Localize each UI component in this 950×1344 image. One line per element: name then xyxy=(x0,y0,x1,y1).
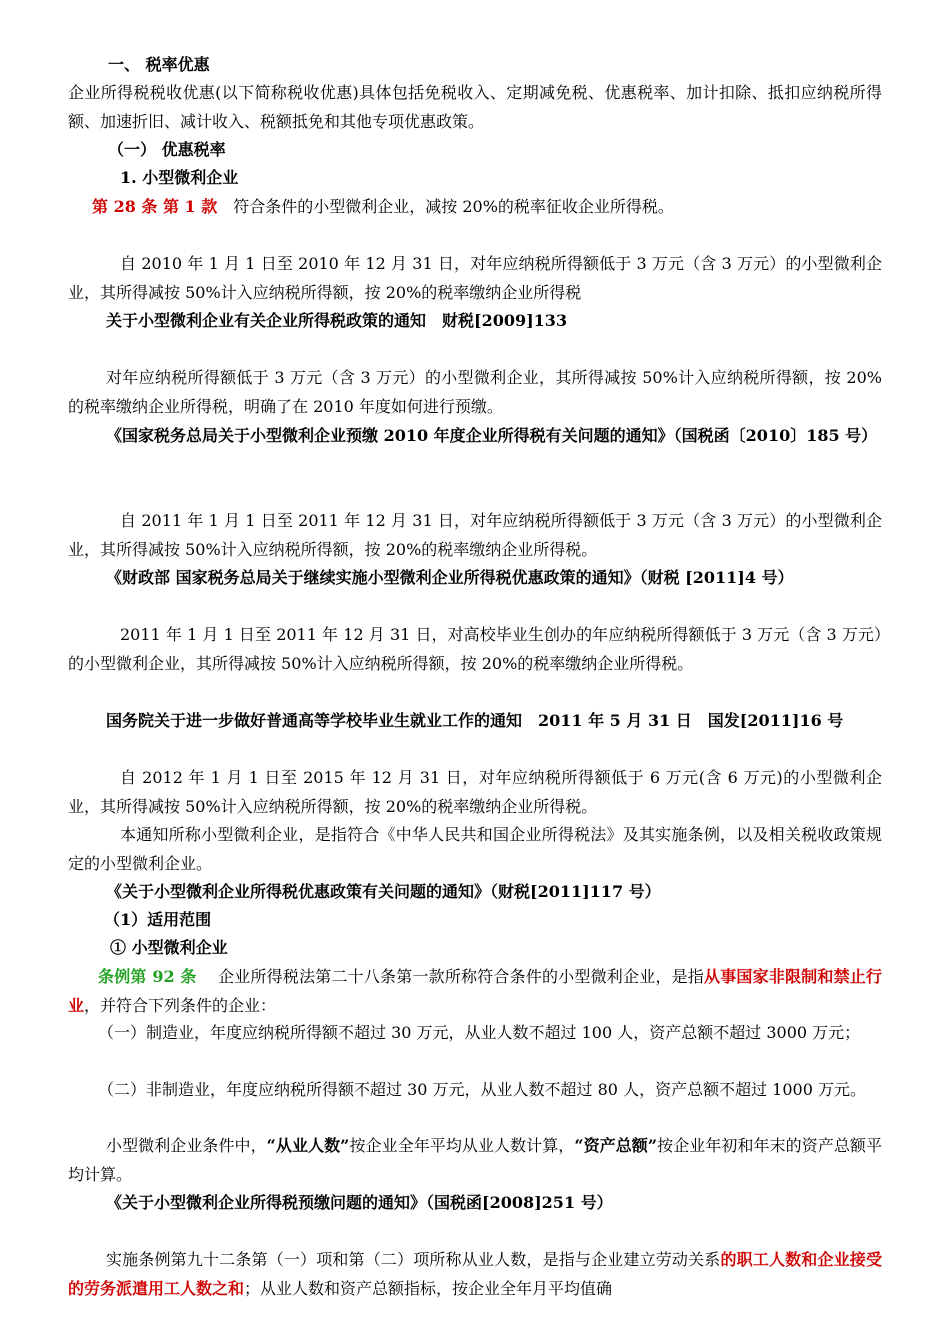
source-caishui-2011-117: 《关于小型微利企业所得税优惠政策有关问题的通知》（财税[2011]117 号） xyxy=(106,882,661,901)
intro-paragraph: 企业所得税税收优惠(以下简称税收优惠)具体包括免税收入、定期减免税、优惠税率、加计扣除、抵扣应纳税所得额、加速折旧、减计收入、税额抵免和其他专项优惠政策。 xyxy=(68,83,882,131)
final-paragraph xyxy=(68,1245,882,1303)
source-caishui-2009-133: 关于小型微利企业有关企业所得税政策的通知 财税[2009]133 xyxy=(106,311,568,330)
source-guofa-2011-16: 国务院关于进一步做好普通高等学校毕业生就业工作的通知 2011 年 5 月 31 日 国发[2011]16 号 xyxy=(106,711,844,730)
heading-scope: （1）适用范围 xyxy=(104,910,212,929)
source-guoshuihan-2010-185: 《国家税务总局关于小型微利企业预缴 2010 年度企业所得税有关问题的通知》（国税函〔2010〕185 号） xyxy=(106,426,878,445)
article-92-highlight: 从事国家非限制和禁止行业 xyxy=(68,967,882,1015)
final-text-1: 实施条例第九十二条第（一）项和第（二）项所称从业人数，是指与企业建立劳动关系 xyxy=(106,1250,721,1269)
calc-assets-term: “资产总额” xyxy=(574,1136,658,1155)
article-92-paragraph xyxy=(68,962,882,1020)
section-heading-1: 一、 税率优惠 xyxy=(108,55,210,74)
paragraph-2011: 自 2011 年 1 月 1 日至 2011 年 12 月 31 日，对年应纳税所得额低于 3 万元（含 3 万元）的小型微利企业，其所得减按 50%计入应纳税所得额，按 20%的税率缴纳企业所得税。 xyxy=(68,511,882,559)
article-92-text-2: ，并符合下列条件的企业： xyxy=(84,996,277,1015)
paragraph-2012-2015: 自 2012 年 1 月 1 日至 2015 年 12 月 31 日，对年应纳税所得额低于 6 万元(含 6 万元)的小型微利企业，其所得减按 50%计入应纳税所得额，按 20%的税率缴纳企业所得税。 xyxy=(68,768,882,816)
source-guoshuihan-2008-251: 《关于小型微利企业所得税预缴问题的通知》（国税函[2008]251 号） xyxy=(106,1193,613,1212)
calculation-paragraph xyxy=(68,1131,882,1189)
calc-text-2: 按企业全年平均从业人数计算， xyxy=(349,1136,575,1155)
paragraph-prepay-2010: 对年应纳税所得额低于 3 万元（含 3 万元）的小型微利企业，其所得减按 50%计入应纳税所得额，按 20%的税率缴纳企业所得税，明确了在 2010 年度如何进行预缴。 xyxy=(68,368,882,416)
section-heading-3: 1. 小型微利企业 xyxy=(120,168,239,187)
article-92-label: 条例第 92 条 xyxy=(98,967,197,986)
paragraph-graduates: 2011 年 1 月 1 日至 2011 年 12 月 31 日，对高校毕业生创办的年应纳税所得额低于 3 万元（含 3 万元）的小型微利企业，其所得减按 50%计入应纳税所得额，按 20%的税率缴纳企业所得税。 xyxy=(68,625,882,673)
article-92-text-1: 企业所得税法第二十八条第一款所称符合条件的小型微利企业，是指 xyxy=(218,967,704,986)
paragraph-definition: 本通知所称小型微利企业，是指符合《中华人民共和国企业所得税法》及其实施条例，以及相关税收政策规定的小型微利企业。 xyxy=(68,825,882,873)
article-28-text: 符合条件的小型微利企业，减按 20%的税率征收企业所得税。 xyxy=(233,197,674,216)
condition-manufacturing: （一）制造业，年度应纳税所得额不超过 30 万元，从业人数不超过 100 人，资产总额不超过 3000 万元； xyxy=(98,1023,861,1042)
calc-employees-term: “从业人数” xyxy=(266,1136,350,1155)
heading-small-enterprise: ① 小型微利企业 xyxy=(110,938,228,957)
calc-text-1: 小型微利企业条件中， xyxy=(106,1136,267,1155)
source-caishui-2011-4: 《财政部 国家税务总局关于继续实施小型微利企业所得税优惠政策的通知》（财税 [2011]4 号） xyxy=(106,568,794,587)
article-28-paragraph xyxy=(92,192,882,221)
condition-non-manufacturing: （二）非制造业，年度应纳税所得额不超过 30 万元，从业人数不超过 80 人，资产总额不超过 1000 万元。 xyxy=(98,1080,866,1099)
section-heading-2: （一） 优惠税率 xyxy=(108,140,226,159)
final-highlight: 的职工人数和企业接受的劳务派遣用工人数之和 xyxy=(68,1250,882,1298)
final-text-2: ；从业人数和资产总额指标，按企业全年月平均值确 xyxy=(244,1279,613,1298)
calc-text-3: 按企业年初和年末的资产总额平均计算。 xyxy=(68,1136,882,1184)
article-28-label: 第 28 条 第 1 款 xyxy=(92,197,218,216)
paragraph-2010: 自 2010 年 1 月 1 日至 2010 年 12 月 31 日，对年应纳税所得额低于 3 万元（含 3 万元）的小型微利企业，其所得减按 50%计入应纳税所得额，按 20%的税率缴纳企业所得税 xyxy=(68,254,882,302)
